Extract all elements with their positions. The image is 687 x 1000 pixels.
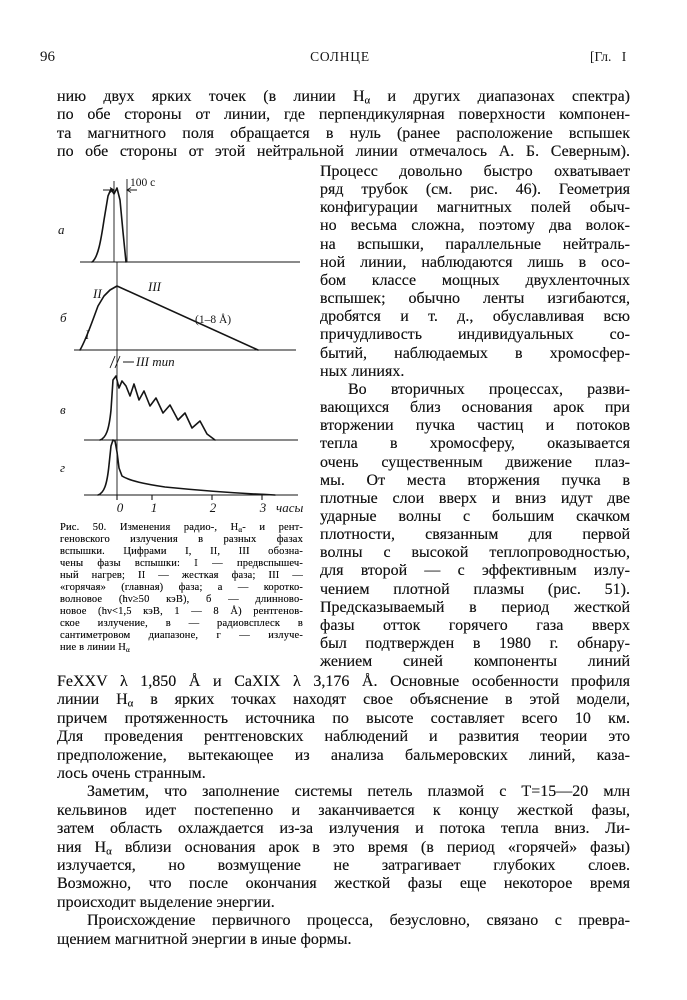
right-column bbox=[320, 163, 630, 671]
text-line: на вспышки, параллельные нейтраль- bbox=[320, 235, 630, 253]
time-tick-2: 2 bbox=[209, 500, 217, 515]
panel-a-curve bbox=[92, 188, 126, 262]
text-line: Заметим, что заполнение системы петель плазмой с T=15—20 млн bbox=[87, 783, 630, 801]
paragraph-primary-origin bbox=[57, 912, 630, 949]
panel-a-label: а bbox=[58, 222, 65, 237]
figure-50-plot bbox=[40, 170, 310, 520]
text-line: волновое (hν≥50 кэВ), б — длинново- bbox=[60, 594, 303, 605]
text-line: ной линии, наблюдаются лишь в осо- bbox=[320, 253, 630, 271]
panel-g-curve bbox=[98, 440, 275, 495]
text-line: ское излучение, в — радиовсплеск в bbox=[60, 618, 303, 629]
text-line: лось очень странным. bbox=[57, 765, 206, 783]
phase-label-1: I bbox=[85, 327, 90, 342]
text-line: ния $H_\alpha$ вблизи основания арок в это время (в период «горячей» фазы) bbox=[57, 838, 630, 858]
burst-type-label: III тип bbox=[136, 354, 175, 369]
text-line: Происхождение первичного процесса, безусловно, связано с превра- bbox=[87, 912, 630, 930]
time-axis-ticks bbox=[117, 495, 262, 500]
figure-50 bbox=[40, 170, 310, 520]
text-line: Процесс довольно быстро охватывает bbox=[320, 163, 630, 180]
text-line: ние в линии $H_\alpha$ bbox=[60, 642, 130, 654]
paragraph-secondary-processes-continued bbox=[57, 673, 630, 783]
text-line: затем область охлаждается из-за излучения и потока тепла вниз. Ли- bbox=[57, 820, 630, 838]
text-line: конфигурации магнитных полей обыч- bbox=[320, 199, 630, 217]
text-line: Во вторичных процессах, разви- bbox=[348, 380, 630, 398]
text-line: предположение, вытекающее из анализа бальмеровских линий, каза- bbox=[57, 746, 630, 764]
text-line: фазы отток горячего газа вверх bbox=[320, 616, 630, 634]
text-line: плотные слои вверх и вниз идут две bbox=[320, 489, 630, 507]
time-axis-unit: часы bbox=[276, 500, 304, 515]
lower-text bbox=[57, 673, 630, 949]
text-line: нию двух ярких точек (в линии $H_\alpha$ и других диапазонах спектра) bbox=[57, 88, 631, 107]
text-line: вспышек; обычно ленты изгибаются, bbox=[320, 290, 630, 308]
text-line: Возможно, что после окончания жесткой фазы еще некоторое время bbox=[57, 875, 630, 893]
text-line: чением плотной плазмы (рис. 51). bbox=[320, 580, 630, 598]
text-line: сантиметровом диапазоне, г — излуче- bbox=[60, 630, 303, 641]
time-tick-3: 3 bbox=[259, 500, 267, 515]
text-line: по обе стороны от этой нейтральной линии отмечалось А. Б. Северным). bbox=[57, 143, 630, 161]
phase-label-2: II bbox=[93, 286, 102, 301]
text-line: Рис. 50. Изменения радио-, $H_\alpha-$ и рент- bbox=[60, 522, 303, 534]
text-line: вающихся близ основания арок при bbox=[320, 399, 630, 417]
text-line: ных линиях. bbox=[320, 362, 405, 380]
text-line: ный нагрев; II — жесткая фаза; III — bbox=[60, 570, 303, 581]
text-line: та магнитного поля обращается в нуль (ранее расположение вспышек bbox=[57, 124, 630, 142]
text-line: бом классе мощных двухленточных bbox=[320, 271, 630, 289]
text-line: вспышки. Цифрами I, II, III обозна- bbox=[60, 546, 303, 557]
text-line: кельвинов идет постепенно и заканчивается к концу жесткой фазы, bbox=[57, 801, 630, 819]
xray-band-label: (1–8 Å) bbox=[195, 314, 232, 326]
text-line: новое (hν<1,5 кэВ, 1 — 8 Å) рентгенов- bbox=[60, 606, 303, 617]
figure-caption bbox=[60, 522, 303, 654]
panel-b-label: б bbox=[60, 310, 67, 325]
text-line: волны с высокой теплопроводностью, bbox=[320, 544, 630, 562]
text-line: причем протяженность источника по высоте составляет всего 10 км. bbox=[57, 709, 630, 727]
text-line: бытий, наблюдаемых в хромосфер- bbox=[320, 344, 630, 362]
text-line: происходит выделение энергии. bbox=[57, 893, 275, 911]
text-line: геновского излучения в разных фазах bbox=[60, 534, 303, 545]
text-line: для второй — с эффективным излу- bbox=[320, 562, 630, 580]
intro-paragraph bbox=[57, 88, 630, 162]
text-line: тепла в хромосферу, оказывается bbox=[320, 435, 630, 453]
phase-label-3: III bbox=[148, 279, 161, 294]
paragraph-plasma-cooling bbox=[57, 783, 630, 912]
panel-v-label: в bbox=[60, 402, 66, 417]
time-scale-label: 100 с bbox=[130, 177, 156, 189]
running-title: СОЛНЦЕ bbox=[310, 49, 370, 64]
text-line: щением магнитной энергии в иные формы. bbox=[57, 930, 352, 948]
burst-type-marks bbox=[110, 356, 134, 368]
text-line: «горячая» (главная) фаза; а — коротко- bbox=[60, 582, 303, 593]
text-line: дробятся и т. д., обуславливая всю bbox=[320, 308, 630, 326]
text-line: излучается, но возмущение не затрагивает глубоких слоев. bbox=[57, 857, 630, 875]
text-line: по обе стороны от линии, где перпендикулярная поверхности компонен- bbox=[57, 106, 630, 124]
text-line: очень существенным движение плаз- bbox=[320, 453, 630, 471]
chapter-reference: [Гл. I bbox=[590, 49, 627, 64]
text-line: Предсказываемый в период жесткой bbox=[320, 598, 630, 616]
panel-b-curve bbox=[80, 286, 258, 350]
text-line: линии $H_\alpha$ в ярких точках находят свое объяснение в этой модели, bbox=[57, 691, 631, 711]
paragraph-secondary-processes bbox=[320, 381, 630, 672]
text-line: причудливость индивидуальных со- bbox=[320, 326, 630, 344]
text-line: вторжении пучка частиц и потоков bbox=[320, 417, 630, 435]
paragraph-flare-geometry bbox=[320, 163, 630, 381]
text-line: плотности, связанным для первой bbox=[320, 526, 630, 544]
text-line: ударные волны с большим скачком bbox=[320, 507, 630, 525]
panel-g-label: г bbox=[60, 460, 66, 475]
page-number: 96 bbox=[40, 49, 55, 65]
text-line: Для проведения рентгеновских наблюдений и развития теории это bbox=[57, 728, 630, 746]
text-line: но весьма сложна, поэтому два волок- bbox=[320, 217, 630, 235]
time-tick-0: 0 bbox=[116, 500, 124, 515]
text-line: чены фазы вспышки: I — предвспышеч- bbox=[60, 558, 303, 569]
time-tick-1: 1 bbox=[150, 500, 158, 515]
text-line: был подтвержден в 1980 г. обнару- bbox=[320, 635, 630, 653]
text-line: FeXXV λ 1,850 Å и CaXIX λ 3,176 Å. Основные особенности профиля bbox=[57, 673, 630, 690]
text-line: жением синей компоненты линий bbox=[320, 653, 630, 671]
text-line: ряд трубок (см. рис. 46). Геометрия bbox=[320, 181, 630, 199]
text-line: мы. От места вторжения пучка в bbox=[320, 471, 630, 489]
